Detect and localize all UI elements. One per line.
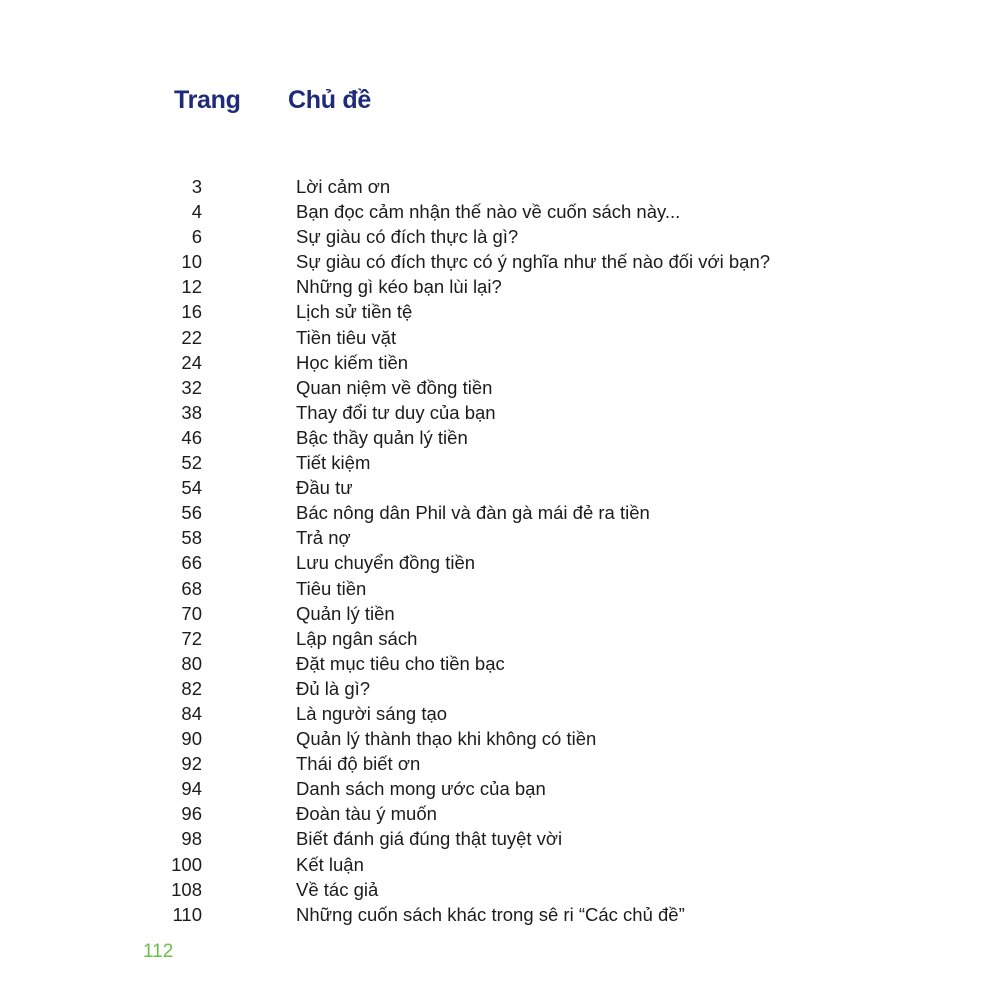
toc-row [0, 249, 983, 274]
toc-page-number: 52 [181, 452, 202, 474]
toc-page-number: 3 [191, 176, 202, 197]
toc-title: Danh sách mong ước của bạn [296, 778, 546, 800]
toc-row [0, 852, 983, 877]
page-column-heading: Trang [174, 86, 241, 114]
toc-page-number: 46 [181, 426, 202, 448]
toc-row [0, 350, 983, 375]
toc-row [0, 174, 983, 199]
toc-header [0, 86, 983, 122]
toc-row [0, 601, 983, 626]
toc-page-number: 12 [181, 276, 202, 298]
toc-row [0, 425, 983, 450]
toc-page-number: 90 [181, 728, 202, 750]
toc-row [0, 525, 983, 550]
toc-title: Là người sáng tạo [296, 702, 448, 724]
toc-row [0, 550, 983, 575]
toc-title: Lưu chuyển đồng tiền [296, 552, 476, 574]
toc-page-number: 22 [181, 326, 202, 348]
toc-title: Quan niệm về đồng tiền [296, 376, 493, 398]
toc-title: Thay đổi tư duy của bạn [296, 401, 496, 423]
toc-row [0, 576, 983, 601]
toc-row [0, 651, 983, 676]
toc-row [0, 801, 983, 826]
toc-title: Đủ là gì? [296, 677, 371, 699]
toc-row [0, 500, 983, 525]
toc-title: Sự giàu có đích thực có ý nghĩa như thế nào đối với bạn? [296, 251, 771, 273]
page-number: 112 [143, 941, 174, 962]
toc-title: Bậc thầy quản lý tiền [296, 426, 468, 448]
toc-title: Tiết kiệm [296, 452, 371, 474]
toc-title: Lịch sử tiền tệ [296, 301, 413, 323]
toc-title: Những cuốn sách khác trong sê ri “Các chủ đề” [296, 903, 685, 925]
toc-title: Lập ngân sách [296, 627, 418, 649]
toc-page-number: 82 [181, 677, 202, 699]
toc-title: Biết đánh giá đúng thật tuyệt vời [296, 828, 563, 850]
toc-page-number: 68 [181, 577, 202, 599]
toc-page-number: 32 [181, 376, 202, 398]
toc-page-number: 10 [181, 251, 202, 273]
toc-title: Sự giàu có đích thực là gì? [296, 226, 519, 248]
toc-page-number: 110 [172, 903, 202, 925]
toc-page-number: 94 [181, 778, 202, 800]
toc-row [0, 676, 983, 701]
toc-title: Thái độ biết ơn [296, 753, 421, 775]
toc-title: Quản lý tiền [296, 602, 395, 624]
toc-page-number: 108 [171, 878, 202, 900]
toc-title: Tiền tiêu vặt [296, 326, 397, 348]
toc-row [0, 701, 983, 726]
toc-row [0, 375, 983, 400]
toc-row [0, 274, 983, 299]
toc-title: Lời cảm ơn [296, 176, 391, 197]
toc-page-number: 98 [181, 828, 202, 850]
toc-page-number: 80 [181, 652, 202, 674]
toc-page-number: 58 [181, 527, 202, 549]
toc-row [0, 450, 983, 475]
toc-page-number: 6 [191, 226, 202, 248]
toc-title: Tiêu tiền [296, 577, 367, 599]
toc-title: Về tác giả [296, 878, 379, 900]
toc-title: Bác nông dân Phil và đàn gà mái đẻ ra tiền [296, 502, 650, 524]
toc-row [0, 776, 983, 801]
toc-title: Quản lý thành thạo khi không có tiền [296, 728, 597, 750]
toc-row [0, 224, 983, 249]
toc-title: Đoàn tàu ý muốn [296, 803, 437, 825]
toc-row [0, 475, 983, 500]
toc-title: Kết luận [296, 853, 364, 875]
toc-page-number: 16 [181, 301, 202, 323]
toc-page-number: 66 [181, 552, 202, 574]
toc-title: Học kiếm tiền [296, 351, 409, 373]
toc-row [0, 902, 983, 927]
toc-row [0, 626, 983, 651]
toc-page-number: 24 [181, 351, 202, 373]
toc-page-number: 100 [171, 853, 202, 875]
toc-page-number: 70 [181, 602, 202, 624]
toc-page-number: 54 [181, 477, 202, 499]
table-of-contents [0, 174, 983, 927]
toc-row [0, 325, 983, 350]
topic-column-heading: Chủ đề [288, 86, 371, 114]
toc-row [0, 400, 983, 425]
toc-title: Trả nợ [296, 527, 351, 549]
toc-page-number: 38 [181, 401, 202, 423]
toc-page-number: 92 [181, 753, 202, 775]
toc-row [0, 726, 983, 751]
toc-row [0, 826, 983, 851]
toc-page-number: 96 [181, 803, 202, 825]
toc-page-number: 72 [181, 627, 202, 649]
toc-page-number: 56 [181, 502, 202, 524]
toc-row [0, 751, 983, 776]
toc-page-number: 4 [191, 201, 202, 223]
toc-title: Đặt mục tiêu cho tiền bạc [296, 652, 505, 674]
toc-row [0, 877, 983, 902]
toc-page-number: 84 [181, 702, 202, 724]
toc-row [0, 299, 983, 324]
toc-title: Những gì kéo bạn lùi lại? [296, 276, 502, 298]
toc-title: Bạn đọc cảm nhận thế nào về cuốn sách này... [296, 201, 681, 223]
toc-row [0, 199, 983, 224]
toc-title: Đầu tư [296, 477, 353, 499]
